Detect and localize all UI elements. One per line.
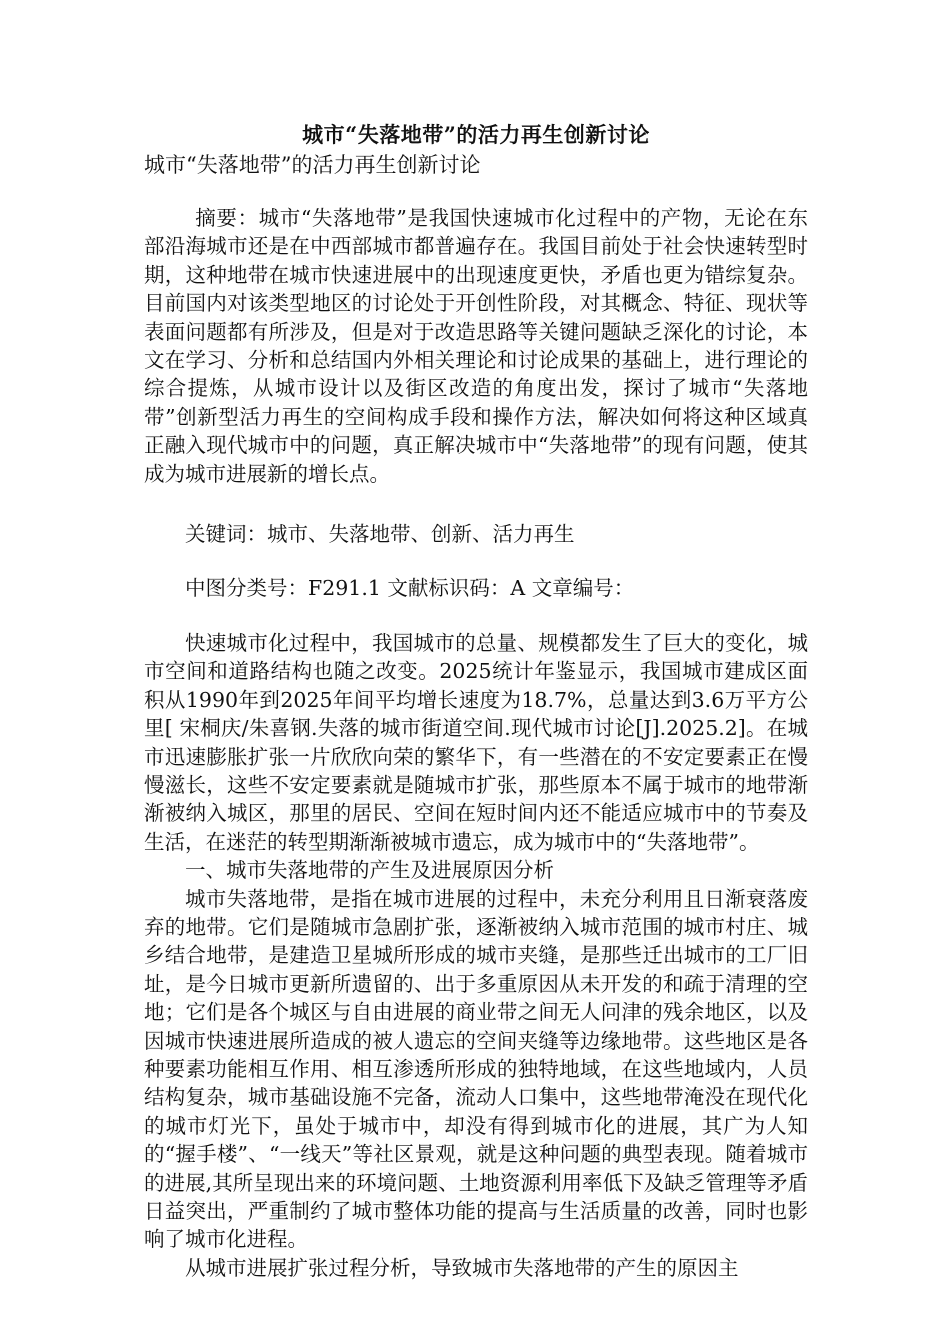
body-paragraph-intro: 快速城市化过程中，我国城市的总量、规模都发生了巨大的变化，城市空间和道路结构也随之改变。2025统计年鉴显示，我国城市建成区面积从1990年到2025年间平均增长速度为18.7%，总量达到3.6万平方公里[ 宋桐庆/朱喜钢.失落的城市街道空间.现代城市讨论[J].2025.2]。在城市迅速膨胀扩张一片欣欣向荣的繁华下，有一些潜在的不安定要素正在慢慢滋长，这些不安定要素就是随城市扩张，那些原本不属于城市的地带渐渐被纳入城区，那里的居民、空间在短时间内还不能适应城市中的节奏及生活，在迷茫的转型期渐渐被城市遗忘，成为城市中的“失落地带”。 [144, 630, 808, 854]
document-page [144, 120, 808, 1282]
body-paragraph-cut-off: 从城市进展扩张过程分析，导致城市失落地带的产生的原因主 [185, 1255, 739, 1280]
classification-line: 中图分类号：F291.1 文献标识码：A 文章编号： [185, 576, 635, 601]
body-paragraph-definition: 城市失落地带，是指在城市进展的过程中，未充分利用且日渐衰落废弃的地带。它们是随城市急剧扩张，逐渐被纳入城市范围的城市村庄、城乡结合地带，是建造卫星城所形成的城市夹缝，是那些迁出城市的工厂旧址，是今日城市更新所遗留的、出于多重原因从未开发的和疏于清理的空地；它们是各个城区与自由进展的商业带之间无人问津的残余地区，以及因城市快速进展所造成的被人遗忘的空间夹缝等边缘地带。这些地区是各种要素功能相互作用、相互渗透所形成的独特地域，在这些地域内，人员结构复杂，城市基础设施不完备，流动人口集中，这些地带淹没在现代化的城市灯光下，虽处于城市中，却没有得到城市化的进展，其广为人知的“握手楼”、“一线天”等社区景观，就是这种问题的典型表现。随着城市的进展,其所呈现出来的环境问题、土地资源利用率低下及缺乏管理等矛盾日益突出，严重制约了城市整体功能的提高与生活质量的改善，同时也影响了城市化进程。 [144, 886, 808, 1252]
document-subtitle: 城市“失落地带”的活力再生创新讨论 [144, 153, 481, 177]
abstract-paragraph: 摘要：城市“失落地带”是我国快速城市化过程中的产物，无论在东部沿海城市还是在中西部城市都普遍存在。我国目前处于社会快速转型时期，这种地带在城市快速进展中的出现速度更快，矛盾也更为错综复杂。目前国内对该类型地区的讨论处于开创性阶段，对其概念、特征、现状等表面问题都有所涉及，但是对于改造思路等关键问题缺乏深化的讨论，本文在学习、分析和总结国内外相关理论和讨论成果的基础上，进行理论的综合提炼，从城市设计以及街区改造的角度出发，探讨了城市“失落地带”创新型活力再生的空间构成手段和操作方法，解决如何将这种区域真正融入现代城市中的问题，真正解决城市中“失落地带”的现有问题，使其成为城市进展新的增长点。 [144, 206, 808, 486]
document-title: 城市“失落地带”的活力再生创新讨论 [302, 122, 650, 147]
keywords-line: 关键词：城市、失落地带、创新、活力再生 [185, 522, 575, 547]
section-heading-1: 一、城市失落地带的产生及进展原因分析 [185, 858, 554, 883]
